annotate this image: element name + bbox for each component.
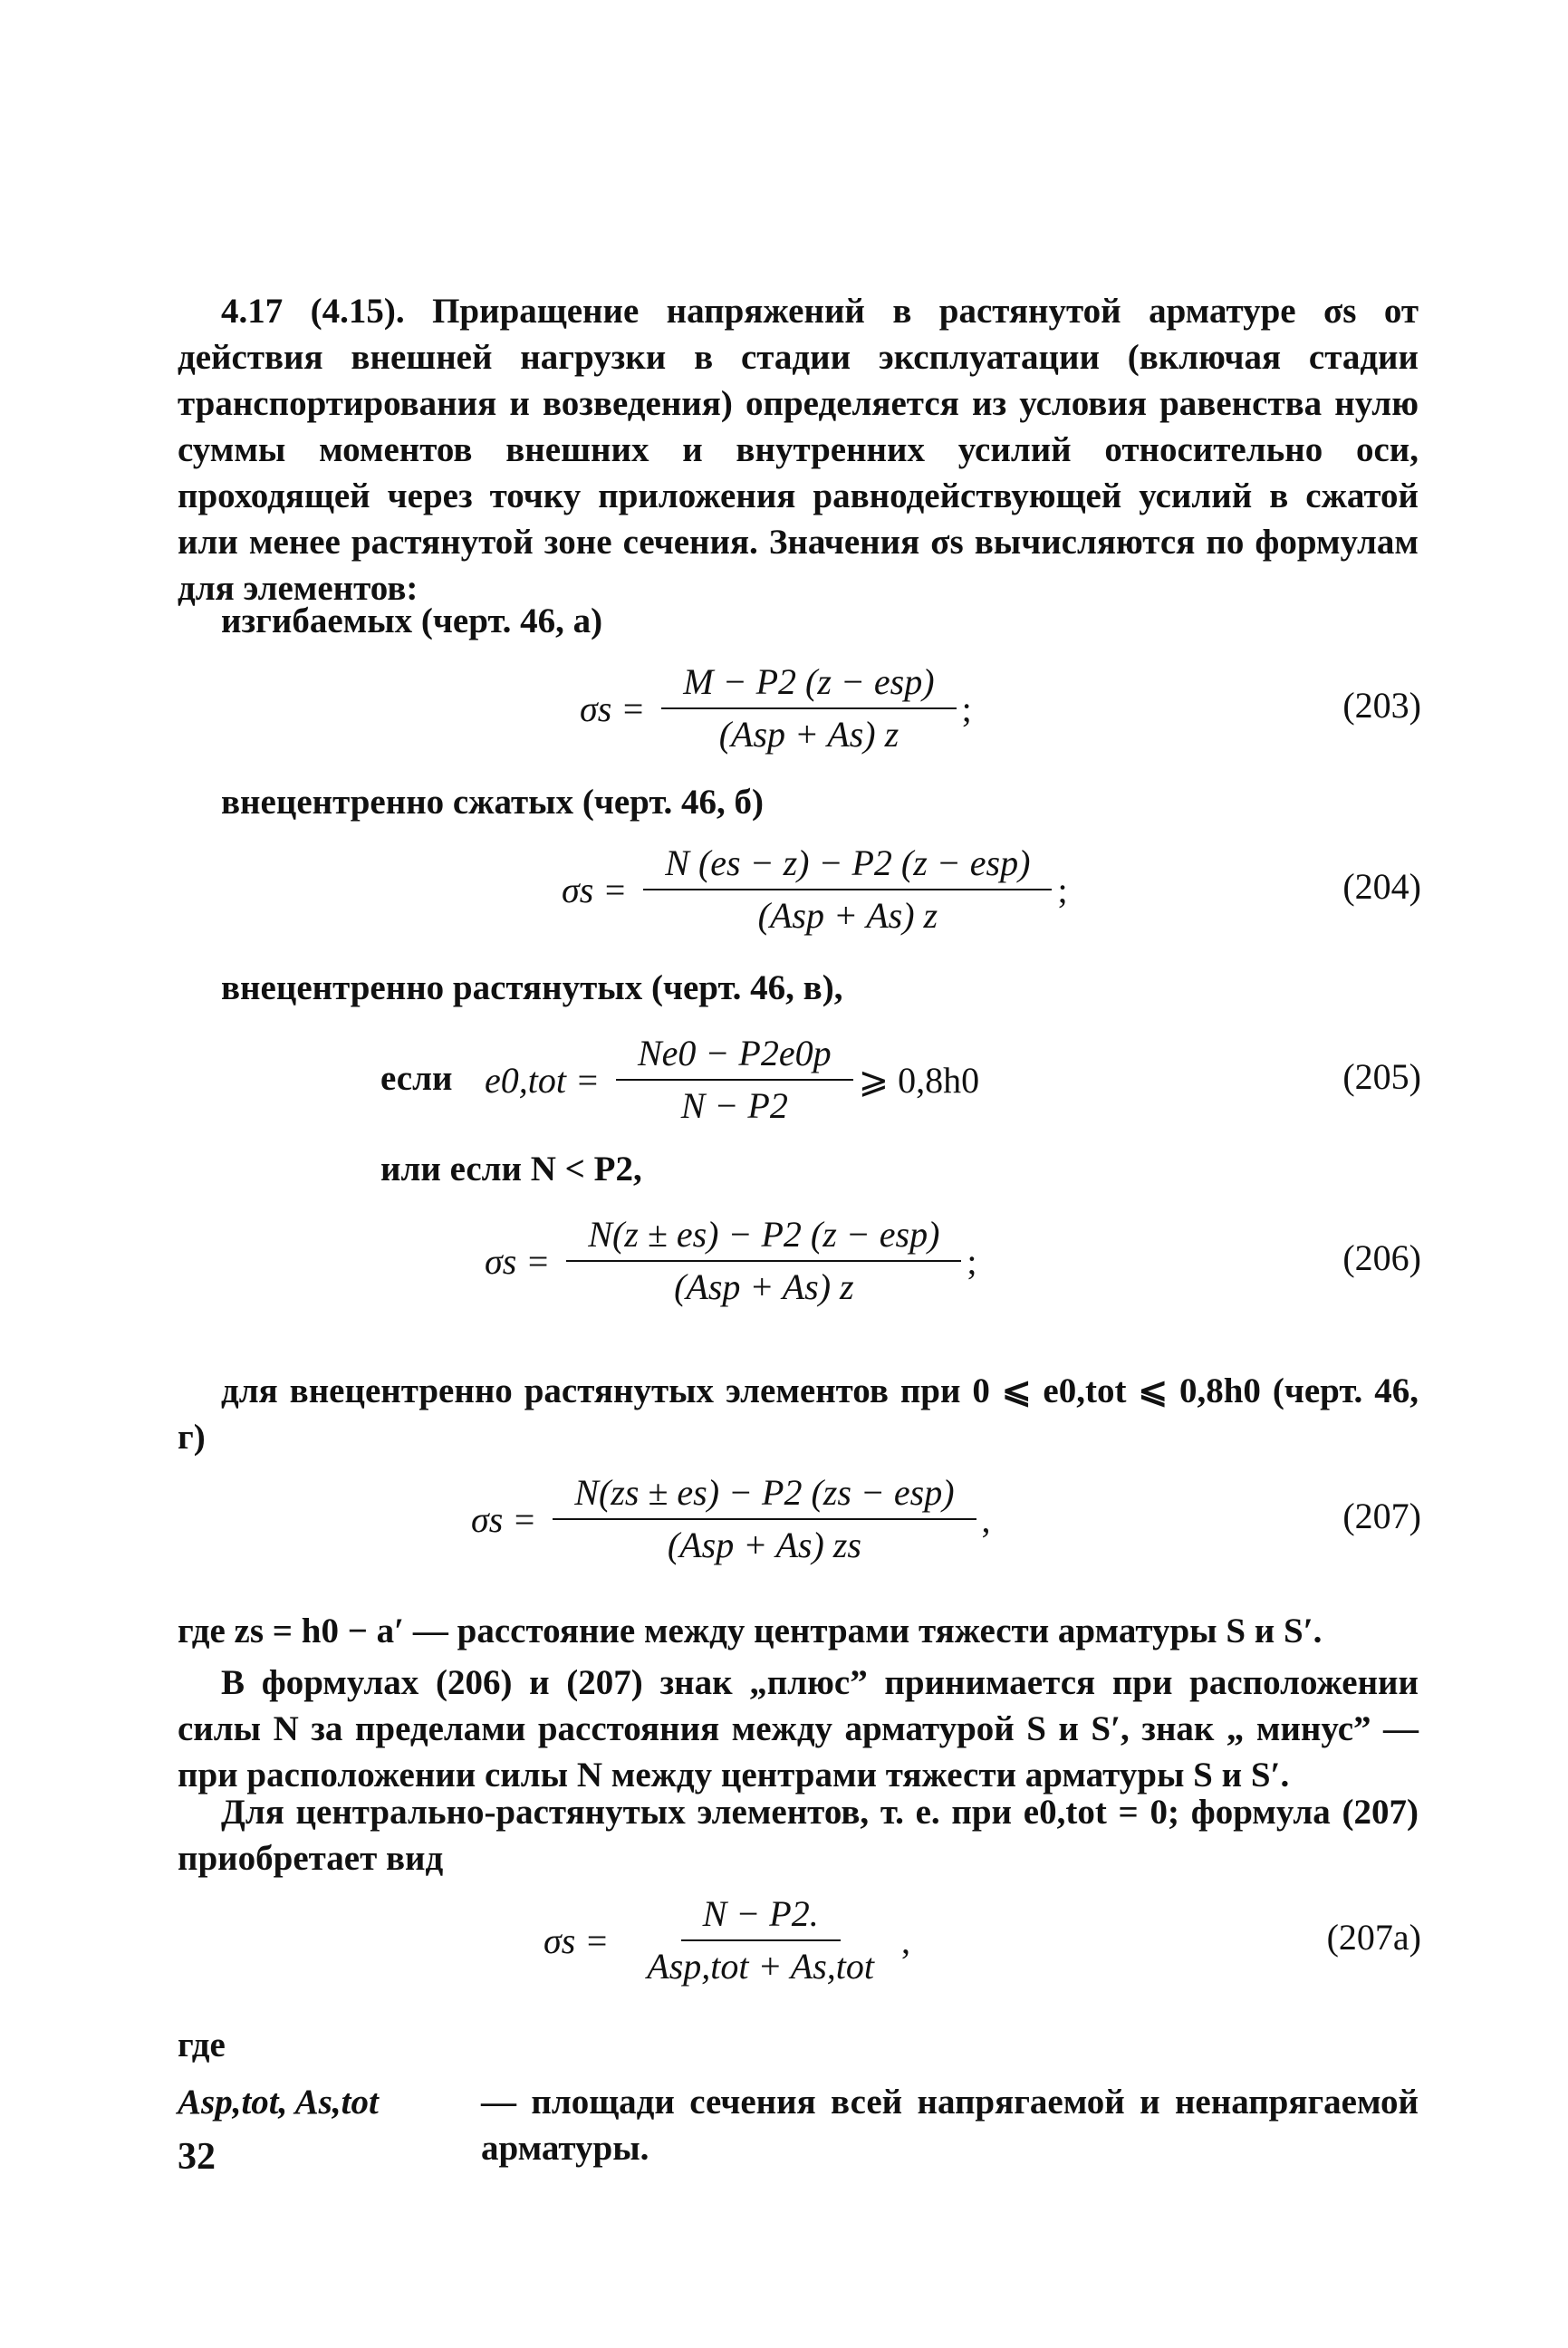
paragraph-sign-rule: В формулах (206) и (207) знак „плюс” принимается при расположении силы N за пределами расстояния между арматурой S и S′, знак „ минус” — при расположении силы N между центрами тяжести арматуры S и S′. bbox=[178, 1663, 1419, 1795]
equation-lhs: e0,tot = bbox=[485, 1059, 600, 1101]
numerator: M − P2 (z − esp) bbox=[661, 657, 956, 709]
equation-lhs: σs = bbox=[580, 688, 646, 729]
denominator: (Asp + As) z bbox=[757, 895, 938, 936]
equation-205 bbox=[485, 1028, 979, 1131]
lead-bending: изгибаемых (черт. 46, а) bbox=[221, 601, 603, 640]
equation-207a bbox=[544, 1889, 910, 1992]
equation-number-207a: (207а) bbox=[1326, 1917, 1421, 1958]
equation-lhs: σs = bbox=[544, 1920, 610, 1961]
equation-number-205: (205) bbox=[1342, 1056, 1421, 1097]
where-label: где bbox=[178, 2026, 226, 2064]
numerator: Ne0 − P2e0p bbox=[616, 1028, 853, 1081]
page-number: 32 bbox=[178, 2136, 216, 2178]
lead-tensioned: внецентренно растянутых (черт. 46, в), bbox=[221, 968, 843, 1007]
equation-tail: , bbox=[981, 1498, 991, 1540]
equation-lhs: σs = bbox=[471, 1498, 537, 1540]
paragraph-4-17: 4.17 (4.15). Приращение напряжений в растянутой арматуре σs от действия внешней нагрузки в стадии эксплуатации (включая стадии транспортирования и возведения) определяется из условия равенства нулю суммы моментов внешних и внутренних усилий относительно оси, проходящей через точку приложения равнодействующей усилий в сжатой или менее растянутой зоне сечения. Значения σs вычисляются по формулам для элементов: bbox=[178, 292, 1419, 608]
equation-number-207: (207) bbox=[1342, 1496, 1421, 1536]
equation-number-203: (203) bbox=[1342, 685, 1421, 726]
fraction bbox=[553, 1468, 976, 1571]
lead-compressed: внецентренно сжатых (черт. 46, б) bbox=[221, 783, 765, 822]
where-definition-text: — площади сечения всей напрягаемой и ненапрягаемой арматуры. bbox=[481, 2083, 1419, 2168]
denominator: N − P2 bbox=[680, 1085, 788, 1126]
equation-number-206: (206) bbox=[1342, 1237, 1421, 1278]
numerator: N(z ± es) − P2 (z − esp) bbox=[566, 1209, 961, 1262]
where-term: Asp,tot, As,tot bbox=[178, 2083, 379, 2122]
equation-207 bbox=[471, 1468, 991, 1571]
denominator: (Asp + As) z bbox=[674, 1266, 854, 1307]
numerator: N (es − z) − P2 (z − esp) bbox=[643, 838, 1052, 890]
equation-tail: ; bbox=[967, 1240, 977, 1282]
equation-203 bbox=[580, 657, 972, 760]
paragraph-small-eccentricity: для внецентренно растянутых элементов при 0 ⩽ e0,tot ⩽ 0,8h0 (черт. 46, г) bbox=[178, 1371, 1419, 1457]
equation-204 bbox=[562, 838, 1068, 941]
equation-tail: ; bbox=[961, 688, 972, 729]
fraction bbox=[661, 657, 956, 760]
equation-lhs: σs = bbox=[562, 869, 628, 910]
denominator: (Asp + As) z bbox=[718, 714, 899, 755]
if-word: если bbox=[380, 1059, 453, 1098]
equation-tail: ; bbox=[1057, 869, 1068, 910]
equation-lhs: σs = bbox=[485, 1240, 551, 1282]
fraction bbox=[625, 1889, 896, 1992]
fraction bbox=[566, 1209, 961, 1313]
paragraph-where-zs: где zs = h0 − a′ — расстояние между центрами тяжести арматуры S и S′. bbox=[178, 1612, 1323, 1650]
fraction bbox=[643, 838, 1052, 941]
paragraph-central-tension: Для центрально-растянутых элементов, т. е. при e0,tot = 0; формула (207) приобретает вид bbox=[178, 1793, 1419, 1878]
equation-tail: ⩾ 0,8h0 bbox=[858, 1059, 980, 1101]
equation-tail: , bbox=[901, 1920, 911, 1961]
fraction bbox=[616, 1028, 853, 1131]
denominator: Asp,tot + As,tot bbox=[647, 1946, 875, 1987]
numerator: N − P2. bbox=[681, 1889, 841, 1941]
denominator: (Asp + As) zs bbox=[667, 1525, 861, 1565]
numerator: N(zs ± es) − P2 (zs − esp) bbox=[553, 1468, 976, 1520]
or-if-line: или если N < P2, bbox=[380, 1150, 642, 1188]
equation-number-204: (204) bbox=[1342, 866, 1421, 907]
equation-206 bbox=[485, 1209, 977, 1313]
